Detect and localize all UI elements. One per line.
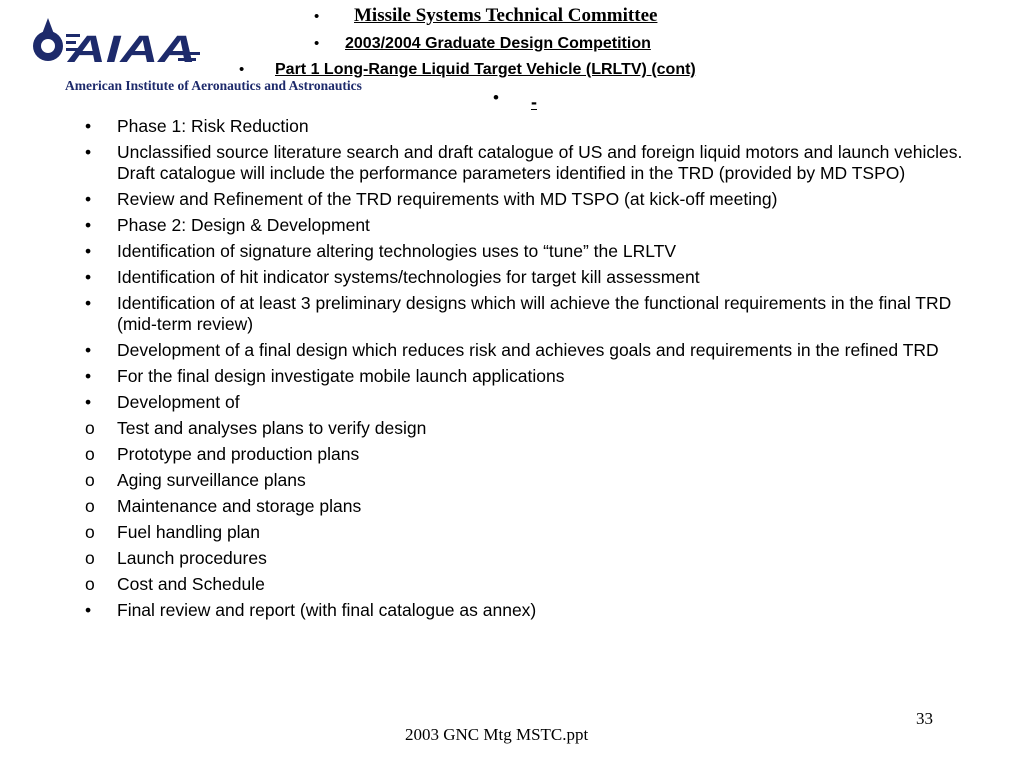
- aiaa-logo-wordmark: AIAA: [66, 29, 196, 71]
- header-bullet: •: [239, 61, 245, 78]
- header-bullet: •: [314, 35, 320, 52]
- aiaa-logo-graphic: [28, 14, 228, 76]
- sub-list-item: [85, 470, 965, 491]
- list-item-text: Development of a final design which reduces risk and achieves goals and requirements in the refined TRD: [117, 340, 939, 360]
- aiaa-logo: [28, 14, 388, 98]
- bullet-marker: •: [85, 189, 92, 209]
- bullet-marker: •: [85, 215, 92, 235]
- list-item: [85, 241, 965, 262]
- list-item-text: Maintenance and storage plans: [117, 496, 362, 516]
- list-item-text: Test and analyses plans to verify design: [117, 418, 427, 438]
- footer-filename: 2003 GNC Mtg MSTC.ppt: [405, 725, 589, 744]
- sub-bullet-marker: o: [85, 444, 95, 464]
- sub-bullet-marker: o: [85, 574, 95, 594]
- list-item-text: Review and Refinement of the TRD requirements with MD TSPO (at kick-off meeting): [117, 189, 778, 209]
- sub-list-item: [85, 522, 965, 543]
- header-bullet: •: [314, 8, 320, 25]
- list-item: [85, 116, 965, 137]
- list-item: [85, 366, 965, 387]
- bullet-marker: •: [85, 241, 92, 261]
- list-item: [85, 189, 965, 210]
- header-bullet: •: [493, 88, 499, 107]
- bullet-marker: •: [85, 267, 92, 287]
- list-item-text: Phase 2: Design & Development: [117, 215, 370, 235]
- sub-list-item: [85, 418, 965, 439]
- list-item-text: Prototype and production plans: [117, 444, 360, 464]
- list-item-text: Phase 1: Risk Reduction: [117, 116, 309, 136]
- sub-bullet-marker: o: [85, 418, 95, 438]
- bullet-marker: •: [85, 392, 92, 412]
- sub-bullet-marker: o: [85, 548, 95, 568]
- bullet-marker: •: [85, 366, 92, 386]
- list-item-text: Launch procedures: [117, 548, 267, 568]
- list-item: [85, 142, 965, 184]
- sub-list-item: [85, 548, 965, 569]
- list-item-text: Development of: [117, 392, 240, 412]
- sub-bullet-marker: o: [85, 470, 95, 490]
- dash-title: -: [531, 92, 537, 112]
- sub-list-item: [85, 444, 965, 465]
- list-item-text: Identification of at least 3 preliminary designs which will achieve the functional requirements in the final TRD (mid-term review): [117, 293, 952, 334]
- part-title: Part 1 Long-Range Liquid Target Vehicle (LRLTV) (cont): [275, 61, 696, 78]
- list-item-text: Identification of hit indicator systems/technologies for target kill assessment: [117, 267, 700, 287]
- list-item: [85, 215, 965, 236]
- sub-list-item: [85, 574, 965, 595]
- list-item-text: Fuel handling plan: [117, 522, 261, 542]
- bullet-list: [85, 116, 965, 626]
- page-number: 33: [916, 709, 933, 728]
- list-item: [85, 267, 965, 288]
- bullet-marker: •: [85, 116, 92, 136]
- list-item: [85, 392, 965, 413]
- list-item-text: Identification of signature altering technologies uses to “tune” the LRLTV: [117, 241, 677, 261]
- sub-bullet-marker: o: [85, 522, 95, 542]
- bullet-marker: •: [85, 600, 92, 620]
- list-item-text: Final review and report (with final catalogue as annex): [117, 600, 537, 620]
- list-item-text: Aging surveillance plans: [117, 470, 306, 490]
- sub-bullet-marker: o: [85, 496, 95, 516]
- competition-title: 2003/2004 Graduate Design Competition: [345, 35, 651, 52]
- list-item: [85, 600, 965, 621]
- bullet-marker: •: [85, 340, 92, 360]
- committee-title: Missile Systems Technical Committee: [354, 5, 658, 26]
- list-item-text: Cost and Schedule: [117, 574, 265, 594]
- sub-list-item: [85, 496, 965, 517]
- aiaa-tagline: American Institute of Aeronautics and Astronautics: [65, 78, 362, 93]
- list-item: [85, 293, 965, 335]
- list-item-text: Unclassified source literature search and draft catalogue of US and foreign liquid motors and launch vehicles. Draft catalogue will include the performance parameters identified in the TRD (provided by MD TSPO): [117, 142, 963, 183]
- bullet-marker: •: [85, 293, 92, 313]
- list-item: [85, 340, 965, 361]
- bullet-marker: •: [85, 142, 92, 162]
- list-item-text: For the final design investigate mobile launch applications: [117, 366, 565, 386]
